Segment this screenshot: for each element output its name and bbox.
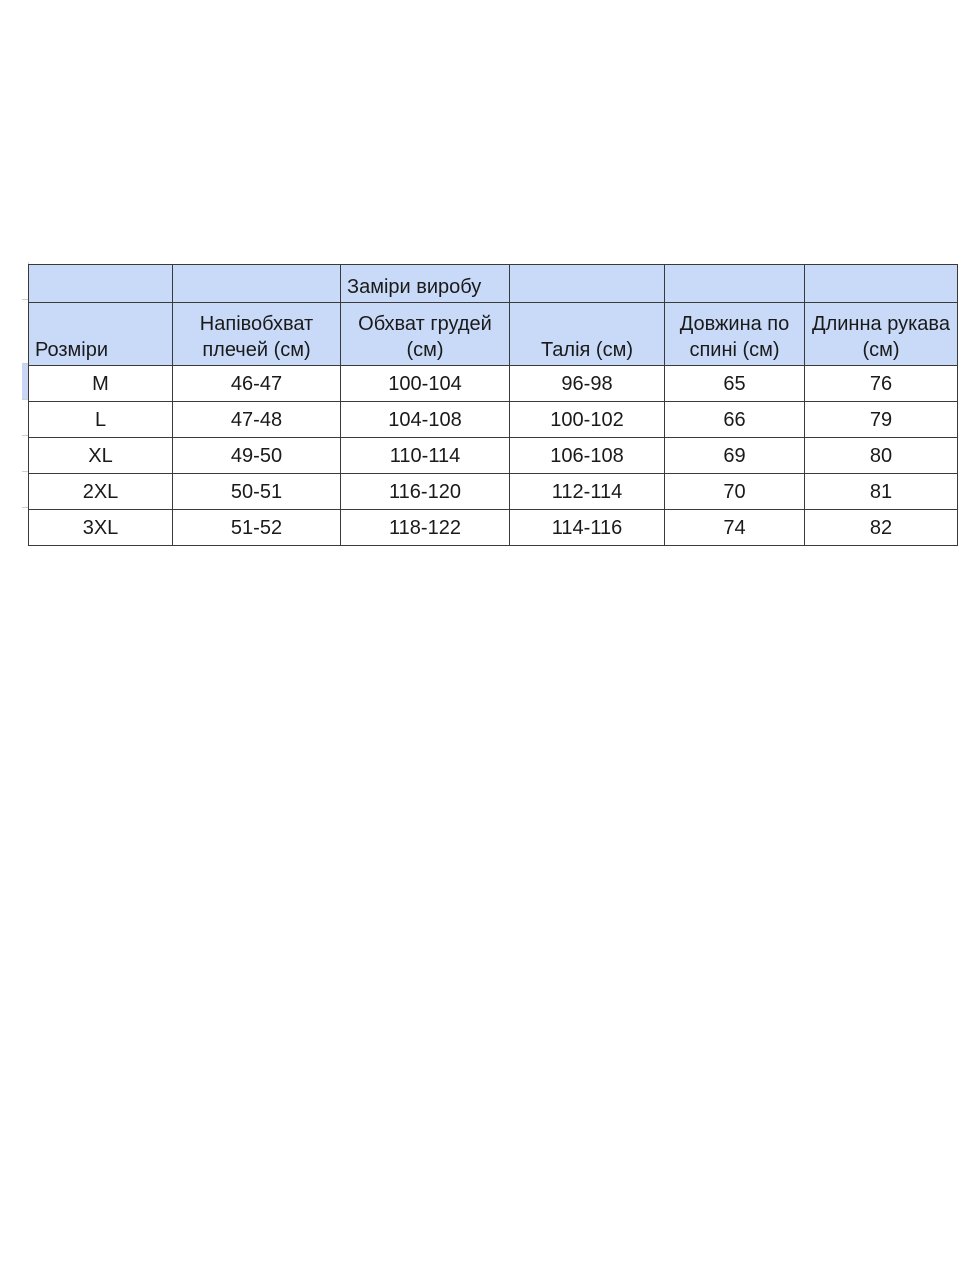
column-header-waist[interactable]: Талія (см)	[510, 303, 665, 366]
table-row	[29, 510, 958, 546]
table-cell[interactable]: XL	[29, 438, 173, 474]
table-cell[interactable]: 65	[665, 366, 805, 402]
table-cell[interactable]: 51-52	[173, 510, 341, 546]
column-header-row	[29, 303, 958, 366]
table-cell[interactable]: L	[29, 402, 173, 438]
table-cell[interactable]: 79	[805, 402, 958, 438]
table-row	[29, 402, 958, 438]
table-cell[interactable]: 76	[805, 366, 958, 402]
table-cell[interactable]: 50-51	[173, 474, 341, 510]
table-row	[29, 438, 958, 474]
table-cell[interactable]: 100-104	[341, 366, 510, 402]
table-cell[interactable]: 82	[805, 510, 958, 546]
column-header-sleeve-length[interactable]: Длинна рукава (см)	[805, 303, 958, 366]
table-row	[29, 474, 958, 510]
table-cell[interactable]: 100-102	[510, 402, 665, 438]
table-cell[interactable]: M	[29, 366, 173, 402]
table-cell[interactable]: 70	[665, 474, 805, 510]
column-header-shoulders[interactable]: Напівобхват плечей (см)	[173, 303, 341, 366]
table-cell[interactable]: 114-116	[510, 510, 665, 546]
size-chart-table	[28, 264, 958, 546]
group-header-row	[29, 265, 958, 303]
table-cell[interactable]: 66	[665, 402, 805, 438]
table-cell[interactable]: 46-47	[173, 366, 341, 402]
table-cell[interactable]: 81	[805, 474, 958, 510]
table-cell[interactable]: 106-108	[510, 438, 665, 474]
table-cell[interactable]: 49-50	[173, 438, 341, 474]
table-cell[interactable]: 80	[805, 438, 958, 474]
header-cell-empty[interactable]	[173, 265, 341, 303]
header-cell-empty[interactable]	[665, 265, 805, 303]
table-cell[interactable]: 118-122	[341, 510, 510, 546]
column-header-back-length[interactable]: Довжина по спині (см)	[665, 303, 805, 366]
group-header-cell[interactable]: Заміри виробу	[341, 265, 510, 303]
table-cell[interactable]: 116-120	[341, 474, 510, 510]
column-header-size[interactable]: Розміри	[29, 303, 173, 366]
table-cell[interactable]: 112-114	[510, 474, 665, 510]
header-cell-empty[interactable]	[805, 265, 958, 303]
table-cell[interactable]: 104-108	[341, 402, 510, 438]
spreadsheet-area	[22, 262, 958, 550]
table-cell[interactable]: 3XL	[29, 510, 173, 546]
table-row	[29, 366, 958, 402]
table-cell[interactable]: 2XL	[29, 474, 173, 510]
column-header-chest[interactable]: Обхват грудей (см)	[341, 303, 510, 366]
table-cell[interactable]: 96-98	[510, 366, 665, 402]
header-cell-empty[interactable]	[29, 265, 173, 303]
header-cell-empty[interactable]	[510, 265, 665, 303]
table-cell[interactable]: 110-114	[341, 438, 510, 474]
table-cell[interactable]: 69	[665, 438, 805, 474]
table-cell[interactable]: 47-48	[173, 402, 341, 438]
table-cell[interactable]: 74	[665, 510, 805, 546]
